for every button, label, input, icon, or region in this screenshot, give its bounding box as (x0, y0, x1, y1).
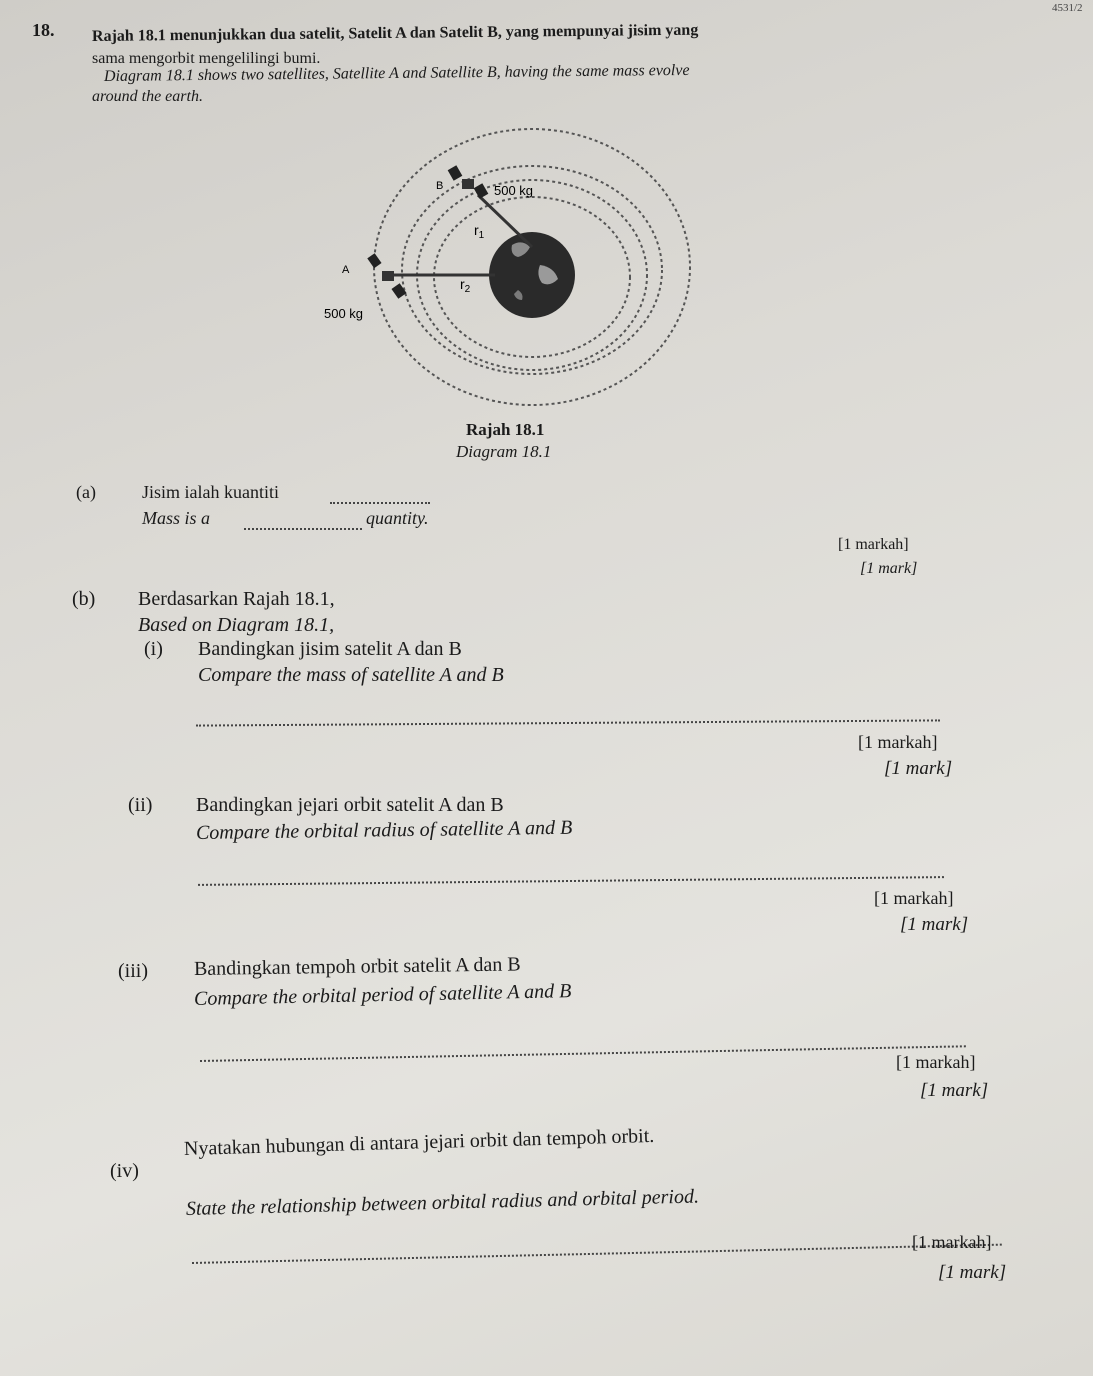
part-b-i-mark-english: [1 mark] (884, 758, 953, 779)
intro-malay-line1: Rajah 18.1 menunjukkan dua satelit, Satelit A dan Satelit B, yang mempunyai jisim yang (91, 21, 699, 45)
earth-icon (489, 232, 575, 318)
diagram-caption-malay: Rajah 18.1 (466, 420, 545, 439)
part-a-answer-line[interactable] (244, 528, 362, 530)
part-b-ii-mark-malay: [1 markah] (874, 888, 954, 908)
intro-malay-line2: sama mengorbit mengelilingi bumi. (92, 50, 321, 67)
part-b-iii-answer-line[interactable] (200, 1045, 966, 1062)
part-b-iii-mark-malay: [1 markah] (896, 1052, 976, 1072)
part-a-mark-malay: [1 markah] (838, 536, 909, 553)
part-a-english-start: Mass is a (142, 508, 211, 528)
part-b-iv-english: State the relationship between orbital radius and orbital period. (185, 1185, 700, 1220)
part-b-ii-malay: Bandingkan jejari orbit satelit A dan B (196, 794, 504, 816)
satellite-a-label: A (342, 264, 350, 276)
satellite-b-icon (448, 165, 489, 198)
part-b-ii-label: (ii) (128, 794, 153, 816)
part-b-iv-answer-line[interactable] (192, 1244, 1002, 1264)
radius-r1-label: $r_1$ (474, 222, 485, 241)
satellite-a-mass: 500 kg (324, 306, 364, 321)
part-b-iii-mark-english: [1 mark] (920, 1080, 989, 1101)
part-b-iii-label: (iii) (118, 960, 148, 982)
part-a-malay: Jisim ialah kuantiti (142, 482, 279, 502)
part-b-i-mark-malay: [1 markah] (858, 732, 938, 752)
satellite-b-label: B (436, 180, 444, 192)
part-a-mark-english: [1 mark] (860, 560, 918, 577)
part-a-label: (a) (76, 482, 96, 502)
part-b-iii-english: Compare the orbital period of satellite A and B (193, 980, 572, 1010)
part-b-iv-label: (iv) (110, 1160, 139, 1182)
part-b-malay: Berdasarkan Rajah 18.1, (138, 588, 335, 610)
part-b-i-english: Compare the mass of satellite A and B (198, 664, 504, 686)
diagram-caption-english: Diagram 18.1 (456, 442, 552, 461)
question-number: 18. (32, 20, 55, 40)
satellite-b-mass: 500 kg (494, 183, 534, 198)
part-a-answer-line-malay[interactable] (330, 502, 430, 504)
part-b-iv-mark-english: [1 mark] (938, 1262, 1007, 1283)
part-b-iii-malay: Bandingkan tempoh orbit satelit A dan B (193, 953, 521, 980)
part-b-iv-malay: Nyatakan hubungan di antara jejari orbit dan tempoh orbit. (183, 1124, 655, 1160)
part-b-i-malay: Bandingkan jisim satelit A dan B (198, 638, 462, 660)
radius-line-r1 (478, 195, 532, 247)
part-b-label: (b) (72, 588, 96, 610)
intro-english-line1: Diagram 18.1 shows two satellites, Satellite A and Satellite B, having the same mass evolve (103, 61, 690, 85)
page-code: 4531/2 (1052, 2, 1083, 14)
part-b-i-answer-line[interactable] (196, 719, 940, 726)
part-b-ii-english: Compare the orbital radius of satellite A and B (195, 816, 573, 844)
radius-r2-label: $r_2$ (460, 276, 471, 295)
part-b-i-label: (i) (144, 638, 163, 660)
part-a-english-end: quantity. (366, 508, 429, 528)
part-b-ii-mark-english: [1 mark] (900, 914, 969, 935)
orbit-diagram (300, 125, 720, 425)
part-b-iv-mark-malay: [1 markah] (912, 1232, 992, 1252)
intro-english-line2: around the earth. (92, 88, 203, 105)
part-b-english: Based on Diagram 18.1, (138, 614, 335, 636)
part-b-ii-answer-line[interactable] (198, 876, 944, 886)
